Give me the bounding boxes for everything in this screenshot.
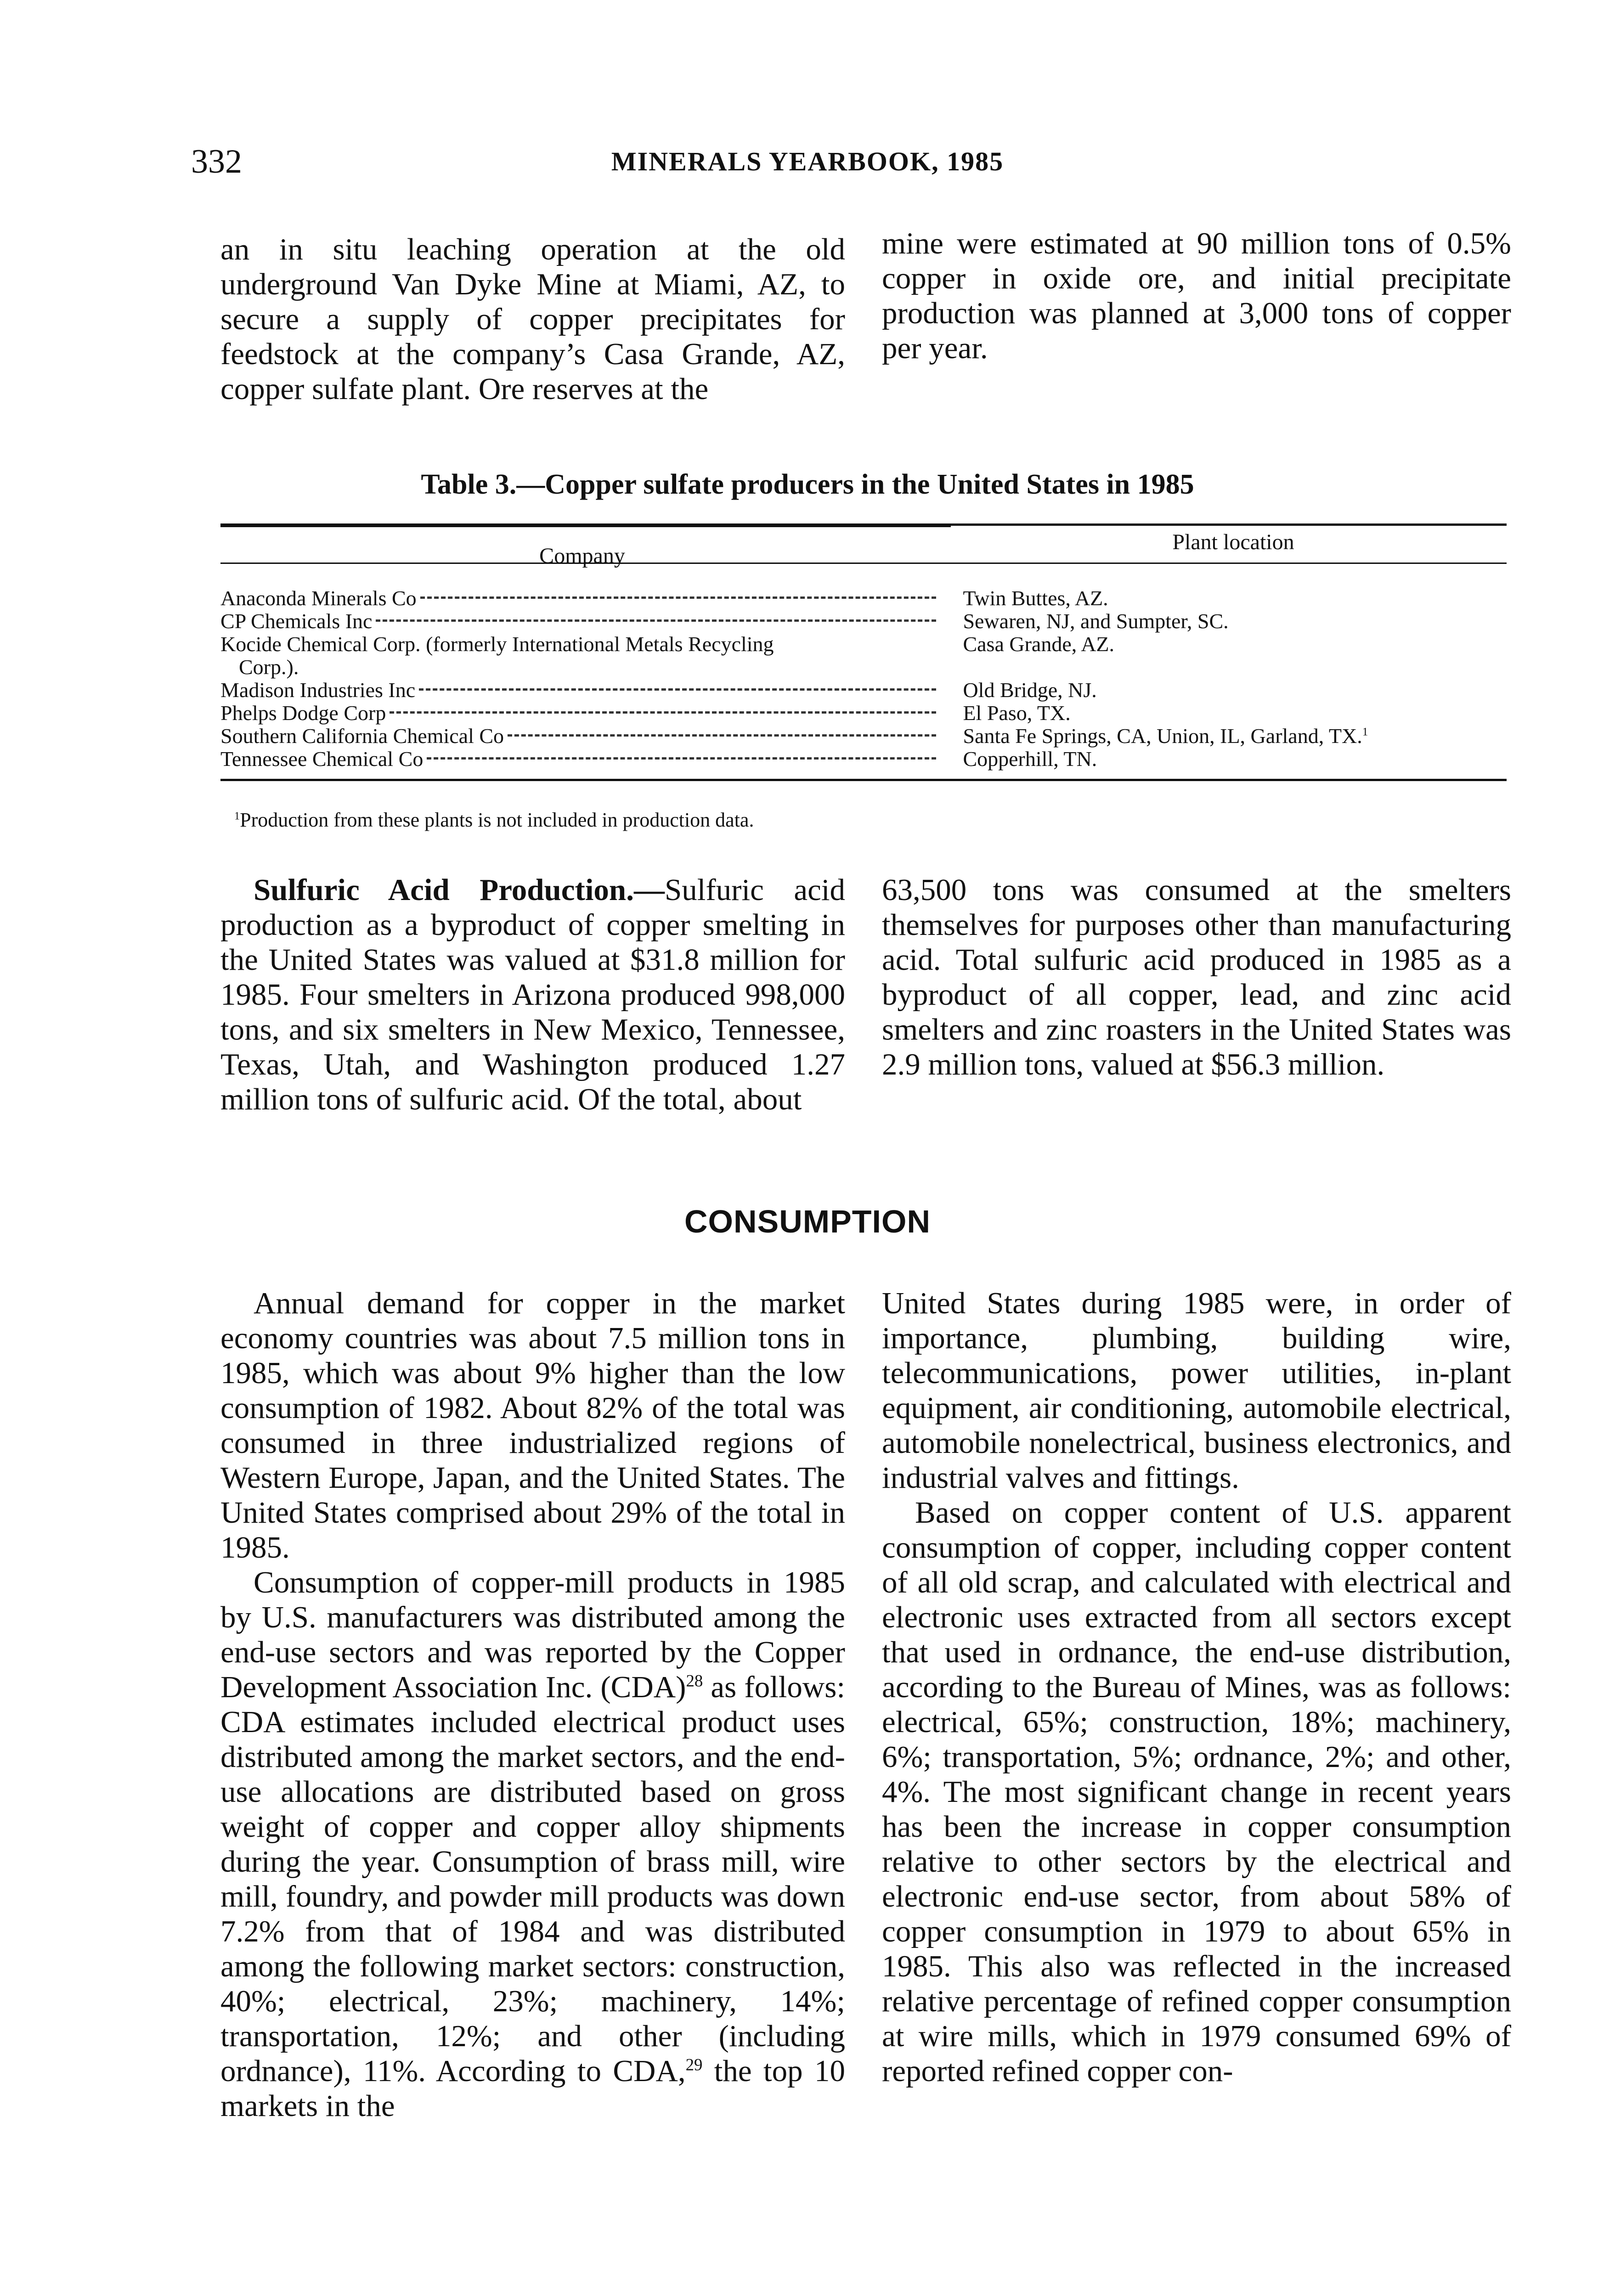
sulfuric-paragraph: Sulfuric Acid Production.—Sulfuric acid production as a byproduct of copper smelting in the United States was valued at $31.8 million for 1985. Four smelters in Arizona produced 998,000 tons, and six smelters in New Mexico, Tennessee, Texas, Utah, and Washington produced 1.27 million tons of sulfuric acid. Of the total, about <box>220 873 845 1116</box>
section-heading-consumption: CONSUMPTION <box>684 1204 931 1239</box>
plant-location: Sewaren, NJ, and Sumpter, SC. <box>963 609 1229 633</box>
table-row <box>220 679 1507 702</box>
consumption-paragraph-3: United States during 1985 were, in order of importance, plumbing, building wire, telecommunications, power utilities, in-plant equipment, air conditioning, automobile electrical, automobile nonelectrical, business electronics, and industrial valves and fittings. <box>882 1286 1511 1495</box>
footnote-text: Production from these plants is not included in production data. <box>240 809 754 831</box>
footnote-reference: 28 <box>686 1671 703 1690</box>
consumption-paragraph-1: Annual demand for copper in the market economy countries was about 7.5 million tons in 1985, which was about 9% higher than the low consumption of 1982. About 82% of the total was consumed in three industrialized regions of Western Europe, Japan, and the United States. The United States comprised about 29% of the total in 1985. <box>220 1286 845 1564</box>
table-body <box>220 564 1507 779</box>
company-name: Tennessee Chemical Co <box>220 748 424 771</box>
running-title: MINERALS YEARBOOK, 1985 <box>611 146 1004 176</box>
run-in-heading: Sulfuric Acid Production.— <box>254 873 665 907</box>
company-name: Anaconda Minerals Co <box>220 587 417 610</box>
dot-leader <box>390 711 936 714</box>
consumption-right-column <box>882 1286 1511 2088</box>
sulfuric-continued-paragraph: 63,500 tons was consumed at the smelters themselves for purposes other than manufacturing acid. Total sulfuric acid produced in 1985 as a byproduct of all copper, lead, and zinc acid smelters and zinc roasters in the United States was 2.9 million tons, valued at $56.3 million. <box>882 873 1511 1081</box>
table-header-divider <box>220 526 951 527</box>
consumption-paragraph-2: Consumption of copper-mill products in 1985 by U.S. manufacturers was distributed among the end-use sectors and was reported by the Copper Development Association Inc. (CDA)$^{28}$ as follows: CDA estimates included electrical product uses distributed among the market sectors, and the end-use allocations are distributed based on gross weight of copper and copper alloy shipments during the year. Consumption of brass mill, wire mill, foundry, and powder mill products was down 7.2% from that of 1984 and was distributed among the following market sectors: construction, 40%; electrical, 23%; machinery, 14%; transportation, 12%; and other (including ordnance), 11%. According to CDA,$^{29}$ the top 10 markets in the <box>220 1565 845 2123</box>
intro-right-column <box>882 226 1511 366</box>
plant-location: El Paso, TX. <box>963 701 1071 725</box>
table-row <box>220 748 1507 771</box>
sulfuric-right-column <box>882 872 1511 1082</box>
table-title: Table 3.—Copper sulfate producers in the United States in 1985 <box>421 469 1194 500</box>
intro-right-paragraph: mine were estimated at 90 million tons of 0.5% copper in oxide ore, and initial precipitate production was planned at 3,000 tons of copper per year. <box>882 226 1511 365</box>
intro-left-paragraph: an in situ leaching operation at the old underground Van Dyke Mine at Miami, AZ, to secure a supply of copper precipitates for feedstock at the company’s Casa Grande, AZ, copper sulfate plant. Ore reserves at the <box>220 232 845 406</box>
footnote-reference: 29 <box>685 2055 703 2074</box>
page-number: 332 <box>191 143 242 180</box>
sulfuric-left-column <box>220 872 845 1117</box>
plant-location: Old Bridge, NJ. <box>963 678 1097 702</box>
consumption-paragraph-4: Based on copper content of U.S. apparent consumption of copper, including copper content of all old scrap, and calculated with electrical and electronic uses extracted from all sectors except that used in ordnance, the end-use distribution, according to the Bureau of Mines, was as follows: electrical, 65%; construction, 18%; machinery, 6%; transportation, 5%; ordnance, 2%; and other, 4%. The most significant change in recent years has been the increase in copper consumption relative to other sectors by the electrical and electronic end-use sector, from about 58% of copper consumption in 1979 to about 65% in 1985. This also was reflected in the increased relative percentage of refined copper consumption at wire mills, which in 1979 consumed 69% of reported refined copper con- <box>882 1496 1511 2088</box>
company-name: CP Chemicals Inc <box>220 610 373 633</box>
company-name: Phelps Dodge Corp <box>220 702 386 725</box>
table-header <box>220 526 1507 568</box>
copper-sulfate-producers-table <box>220 523 1507 781</box>
table-row <box>220 587 1507 610</box>
company-name: Madison Industries Inc <box>220 679 416 702</box>
column-header-plant-location: Plant location <box>1172 530 1294 554</box>
table-footnote <box>234 808 754 832</box>
company-name: Southern California Chemical Co <box>220 725 504 748</box>
dot-leader <box>508 734 936 737</box>
dot-leader <box>427 757 936 760</box>
dot-leader <box>376 619 936 622</box>
table-row <box>220 610 1507 633</box>
company-name-continued: Corp.). <box>239 655 299 679</box>
footnote-reference: 1 <box>1362 725 1368 738</box>
column-header-company: Company <box>539 544 625 568</box>
company-name: Kocide Chemical Corp. (formerly International Metals Recycling <box>220 633 774 656</box>
plant-location: Casa Grande, AZ. <box>963 632 1115 656</box>
dot-leader <box>419 688 936 691</box>
intro-left-column <box>220 232 845 406</box>
table-bottom-rule <box>220 779 1507 781</box>
footnote-mark: 1 <box>234 810 240 822</box>
table-row <box>220 702 1507 725</box>
dot-leader <box>420 597 937 599</box>
table-row <box>220 725 1507 748</box>
table-row <box>220 633 1507 679</box>
plant-location: Santa Fe Springs, CA, Union, IL, Garland, TX. <box>963 724 1362 748</box>
plant-location: Copperhill, TN. <box>963 747 1097 771</box>
page-header <box>0 138 1615 193</box>
consumption-left-column <box>220 1286 845 2123</box>
plant-location: Twin Buttes, AZ. <box>963 586 1108 610</box>
